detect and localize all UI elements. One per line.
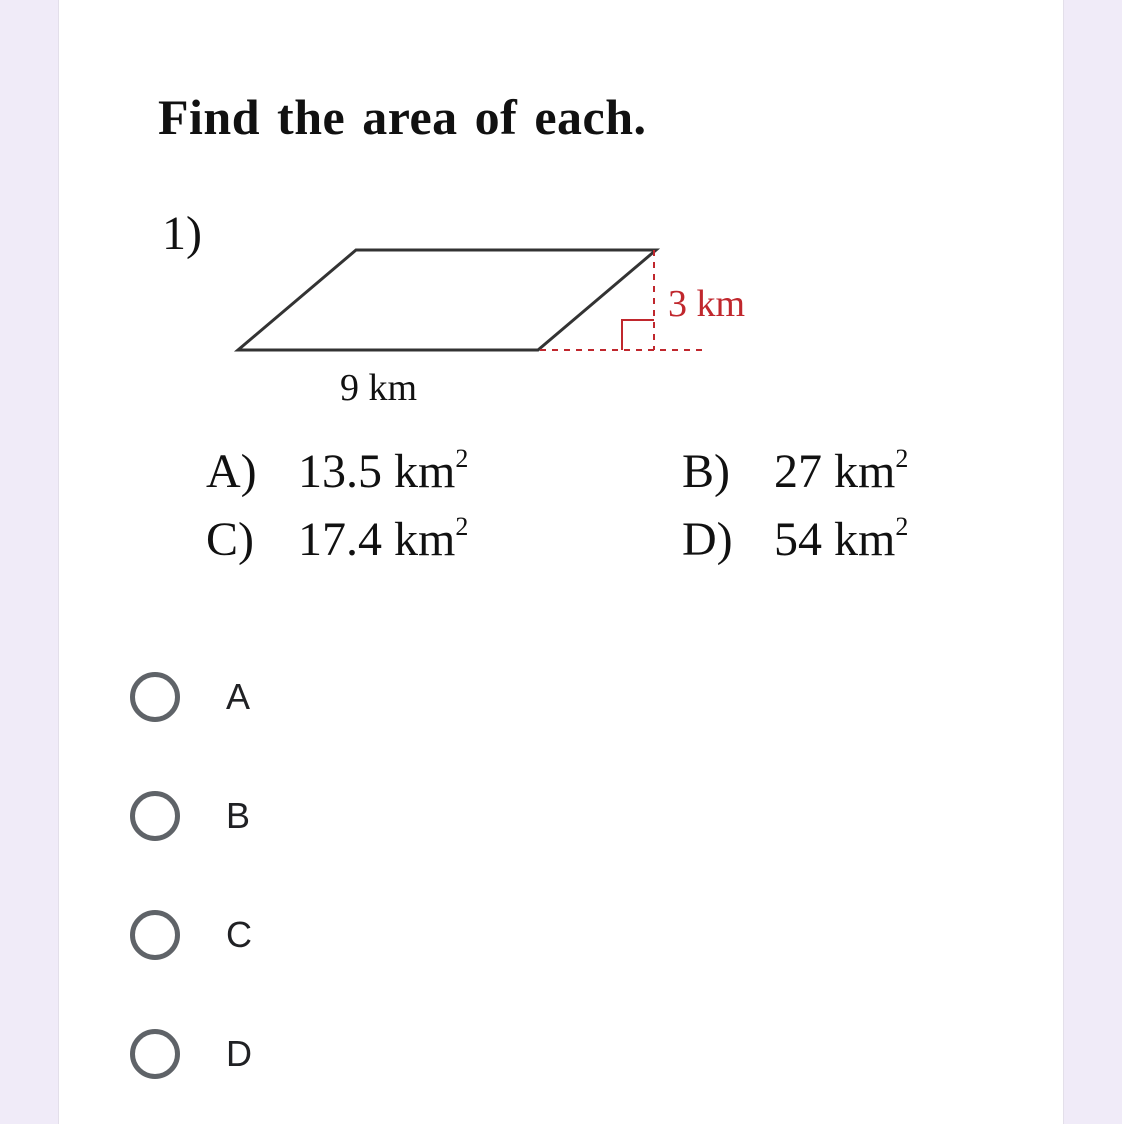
radio-button[interactable] [130,910,180,960]
radio-button[interactable] [130,791,180,841]
option-label[interactable]: D [226,1033,252,1074]
choice-a [206,444,468,499]
radio-button[interactable] [130,672,180,722]
height-label: 3 km [668,283,746,325]
choice-value: 13.5 km [298,445,456,498]
choice-b [682,444,908,499]
question-title: Find the area of each. [158,89,647,145]
choice-d [682,512,908,567]
choice-value: 27 km [774,445,896,498]
choice-value: 17.4 km [298,513,456,566]
choice-letter: B) [682,445,730,498]
question-number: 1) [162,207,202,260]
base-label: 9 km [340,367,418,409]
option-d[interactable] [130,1024,252,1084]
choice-c [206,512,468,567]
radio-button[interactable] [130,1029,180,1079]
option-label[interactable]: C [226,914,252,955]
choice-value: 54 km [774,513,896,566]
choice-letter: C) [206,513,254,566]
choice-letter: D) [682,513,733,566]
choice-exponent: 2 [455,512,469,541]
option-a[interactable] [130,667,250,727]
option-b[interactable] [130,786,250,846]
option-label[interactable]: B [226,795,251,836]
option-label[interactable]: A [226,676,251,717]
choice-exponent: 2 [895,512,909,541]
choice-exponent: 2 [455,444,469,473]
choice-letter: A) [206,445,257,498]
choice-exponent: 2 [895,444,909,473]
option-c[interactable] [130,905,252,965]
